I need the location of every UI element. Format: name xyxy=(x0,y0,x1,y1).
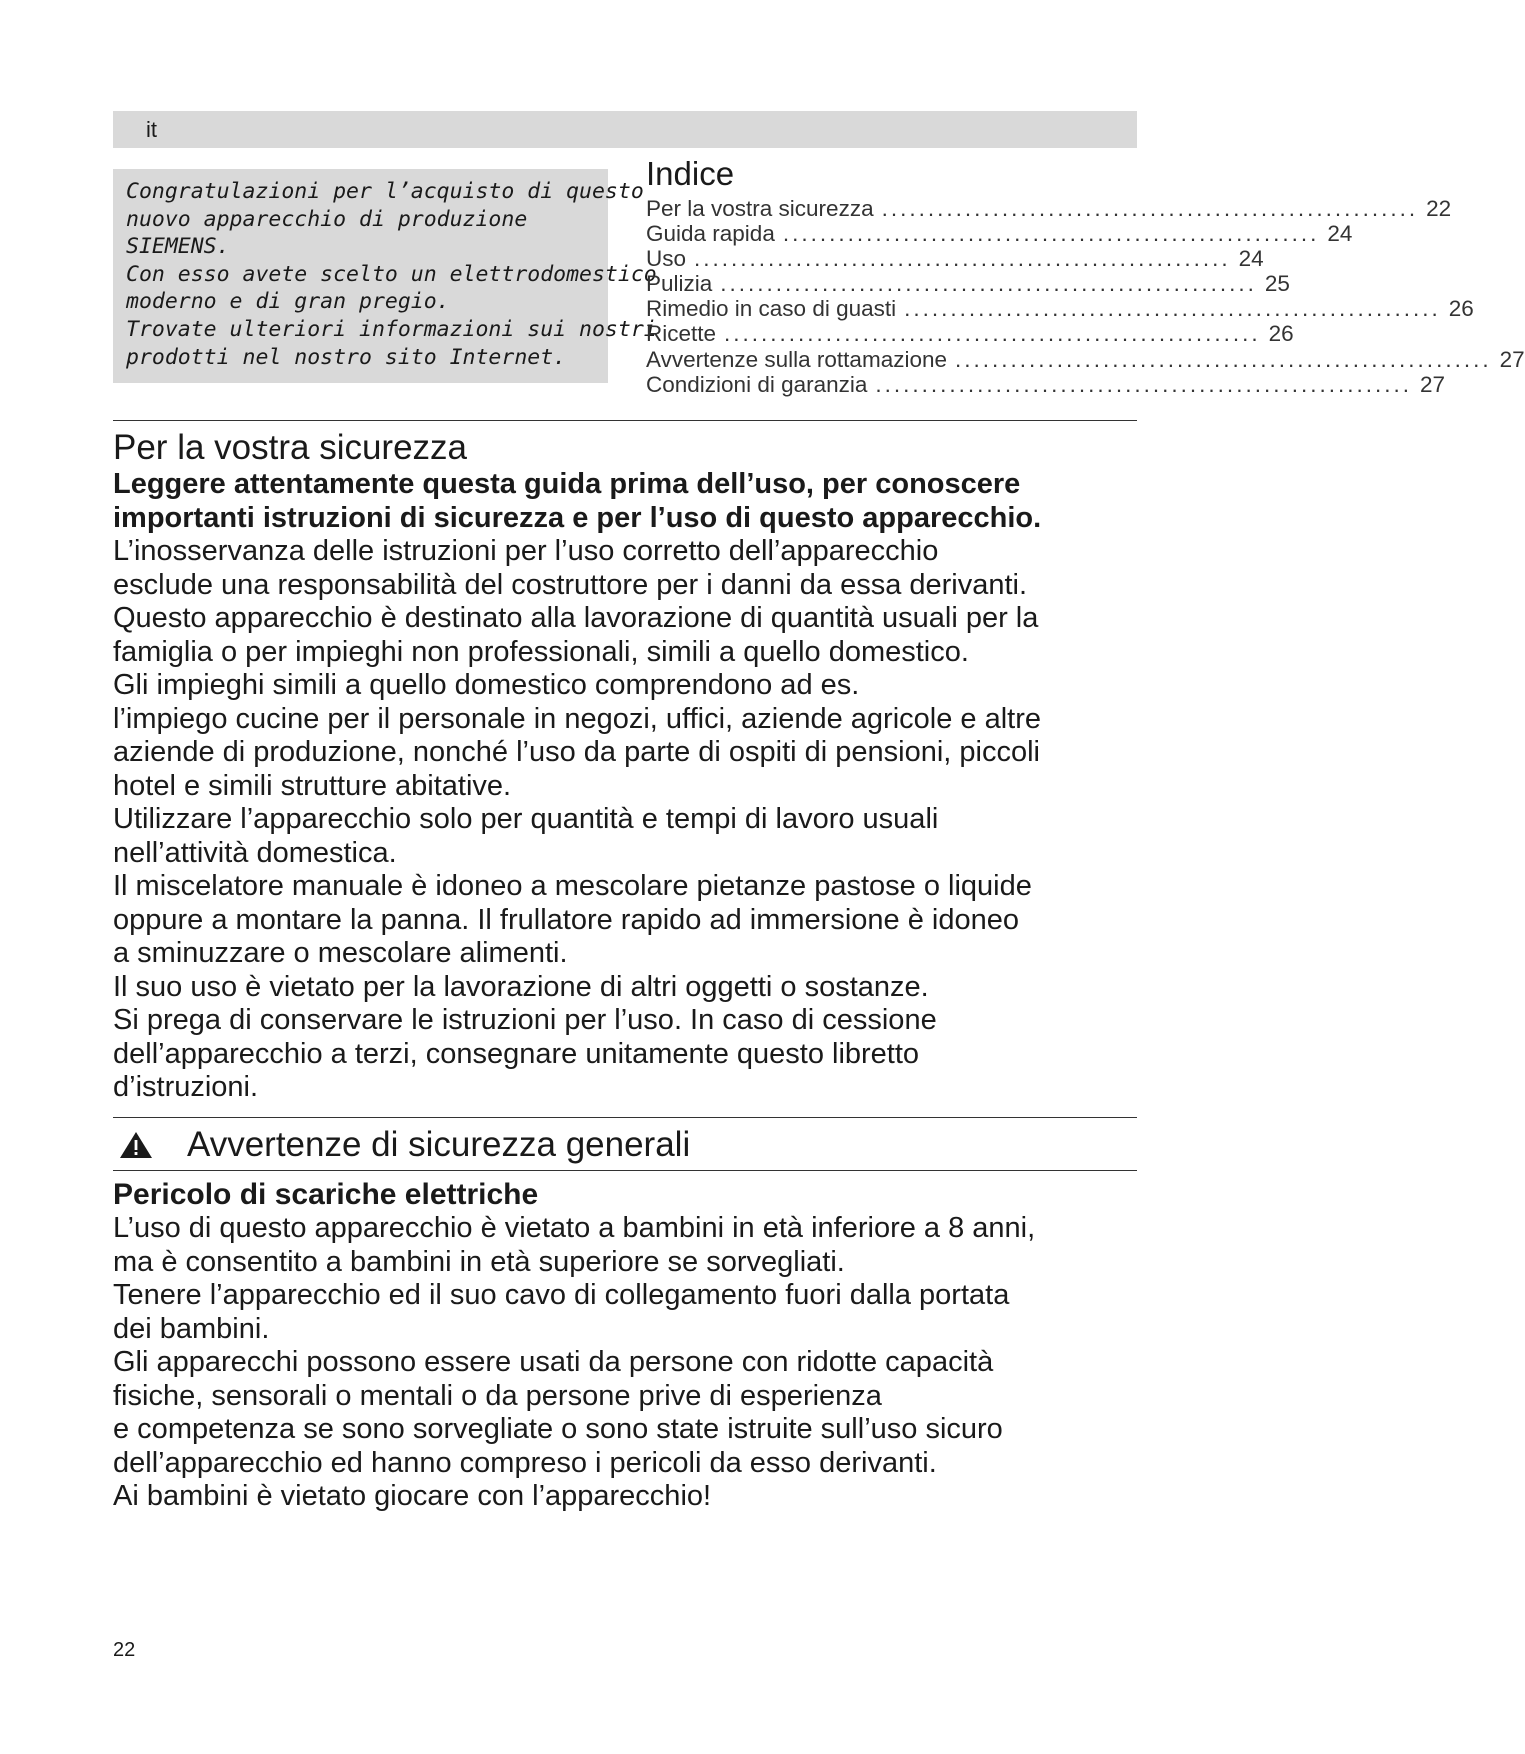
section-divider xyxy=(113,420,1137,421)
toc-item-label: Avvertenze sulla rottamazione xyxy=(646,346,947,372)
toc-item-label: Ricette xyxy=(646,321,717,347)
intro-line: Trovate ulteriori informazioni sui nostri xyxy=(126,316,657,342)
toc-item-page: 27 xyxy=(1499,346,1525,372)
toc-item[interactable] xyxy=(646,221,1353,247)
warning-triangle-icon xyxy=(118,1130,154,1160)
section-divider xyxy=(113,1170,1137,1171)
toc-leader: .......................................................... xyxy=(720,271,1257,297)
toc-item[interactable] xyxy=(646,196,1452,221)
safety-text-line: Si prega di conservare le istruzioni per l’uso. In caso di cessione xyxy=(113,1004,937,1036)
warning-text-line: Ai bambini è vietato giocare con l’apparecchio! xyxy=(113,1480,712,1512)
intro-line: prodotti nel nostro sito Internet. xyxy=(126,344,567,370)
safety-lead-line: Leggere attentamente questa guida prima dell’uso, per conoscere xyxy=(113,468,1021,500)
toc-leader: .......................................................... xyxy=(694,246,1231,272)
safety-text-line: Gli impieghi simili a quello domestico comprendono ad es. xyxy=(113,669,860,701)
toc-item[interactable] xyxy=(646,371,1445,397)
safety-text-line: Il suo uso è vietato per la lavorazione di altri oggetti o sostanze. xyxy=(113,970,929,1003)
warnings-title: Avvertenze di sicurezza generali xyxy=(187,1125,691,1164)
safety-text-line: hotel e simili strutture abitative. xyxy=(113,769,512,802)
warning-text-line: ma è consentito a bambini in età superiore se sorvegliati. xyxy=(113,1245,845,1278)
safety-text-line: a sminuzzare o mescolare alimenti. xyxy=(113,937,568,969)
toc-item-label: Uso xyxy=(646,246,687,272)
safety-text-line: esclude una responsabilità del costruttore per i danni da essa derivanti. xyxy=(113,568,1028,601)
toc-item-page: 25 xyxy=(1264,271,1290,297)
toc-leader: .......................................................... xyxy=(904,296,1441,322)
toc-leader: .......................................................... xyxy=(875,371,1412,397)
intro-box xyxy=(113,169,657,383)
intro-line: moderno e di gran pregio. xyxy=(126,289,450,315)
toc-item-label: Guida rapida xyxy=(646,221,775,247)
safety-text-line: l’impiego cucine per il personale in negozi, uffici, aziende agricole e altre xyxy=(113,702,1041,735)
warning-text-line: dell’apparecchio ed hanno compreso i pericoli da esso derivanti. xyxy=(113,1446,937,1479)
language-label: it xyxy=(146,117,157,142)
warnings-subtitle: Pericolo di scariche elettriche xyxy=(113,1178,539,1211)
toc-leader: .......................................................... xyxy=(724,321,1261,347)
intro-line: Con esso avete scelto un elettrodomestico xyxy=(126,261,657,287)
page-number: 22 xyxy=(113,1639,136,1661)
safety-text-line: L’inosservanza delle istruzioni per l’uso corretto dell’apparecchio xyxy=(113,535,939,567)
toc-item[interactable] xyxy=(646,346,1525,372)
toc-item-page: 22 xyxy=(1426,196,1452,221)
warning-text-line: e competenza se sono sorvegliate o sono state istruite sull’uso sicuro xyxy=(113,1413,1003,1445)
warnings-section xyxy=(113,1178,1143,1514)
toc-item-label: Per la vostra sicurezza xyxy=(646,196,874,221)
safety-text-line: famiglia o per impieghi non professionali, simili a quello domestico. xyxy=(113,635,969,668)
language-bar xyxy=(113,111,1137,148)
warning-text-line: L’uso di questo apparecchio è vietato a bambini in età inferiore a 8 anni, xyxy=(113,1212,1036,1244)
toc-title: Indice xyxy=(646,155,735,192)
safety-text-line: nell’attività domestica. xyxy=(113,836,397,869)
warning-text-line: fisiche, sensorali o mentali o da persone prive di esperienza xyxy=(113,1379,882,1412)
intro-line: nuovo apparecchio di produzione xyxy=(126,206,528,232)
toc-item-page: 24 xyxy=(1238,246,1264,272)
toc-item-label: Condizioni di garanzia xyxy=(646,371,868,397)
safety-text-line: Questo apparecchio è destinato alla lavorazione di quantità usuali per la xyxy=(113,602,1039,634)
toc-item[interactable] xyxy=(646,321,1294,347)
section-divider xyxy=(113,1117,1137,1118)
table-of-contents xyxy=(646,155,1525,397)
section-title: Per la vostra sicurezza xyxy=(113,428,468,467)
safety-text-line: aziende di produzione, nonché l’uso da parte di ospiti di pensioni, piccoli xyxy=(113,736,1040,768)
toc-leader: .......................................................... xyxy=(881,196,1419,221)
safety-text-line: oppure a montare la panna. Il frullatore rapido ad immersione è idoneo xyxy=(113,903,1019,936)
toc-item-page: 26 xyxy=(1448,296,1474,322)
toc-item[interactable] xyxy=(646,246,1264,272)
safety-text-line: dell’apparecchio a terzi, consegnare unitamente questo libretto xyxy=(113,1037,920,1070)
warnings-header xyxy=(113,1120,1137,1170)
warning-text-line: dei bambini. xyxy=(113,1312,270,1345)
toc-item-label: Pulizia xyxy=(646,271,713,297)
warning-text-line: Tenere l’apparecchio ed il suo cavo di collegamento fuori dalla portata xyxy=(113,1279,1010,1311)
intro-line: SIEMENS. xyxy=(126,234,230,260)
safety-section xyxy=(113,428,1143,1105)
toc-item[interactable] xyxy=(646,296,1474,322)
intro-line: Congratulazioni per l’acquisto di questo xyxy=(126,179,644,204)
toc-leader: .......................................................... xyxy=(782,221,1320,247)
toc-leader: .......................................................... xyxy=(955,346,1492,372)
safety-text-line: Il miscelatore manuale è idoneo a mescolare pietanze pastose o liquide xyxy=(113,870,1032,902)
toc-item-page: 27 xyxy=(1419,371,1445,397)
toc-item-label: Rimedio in caso di guasti xyxy=(646,296,897,322)
toc-item-page: 24 xyxy=(1327,221,1353,247)
safety-text-line: Utilizzare l’apparecchio solo per quantità e tempi di lavoro usuali xyxy=(113,803,939,835)
toc-item[interactable] xyxy=(646,271,1290,297)
warning-text-line: Gli apparecchi possono essere usati da persone con ridotte capacità xyxy=(113,1346,994,1378)
safety-text-line: d’istruzioni. xyxy=(113,1071,259,1103)
safety-lead-line: importanti istruzioni di sicurezza e per l’uso di questo apparecchio. xyxy=(113,501,1042,534)
toc-item-page: 26 xyxy=(1268,321,1294,347)
